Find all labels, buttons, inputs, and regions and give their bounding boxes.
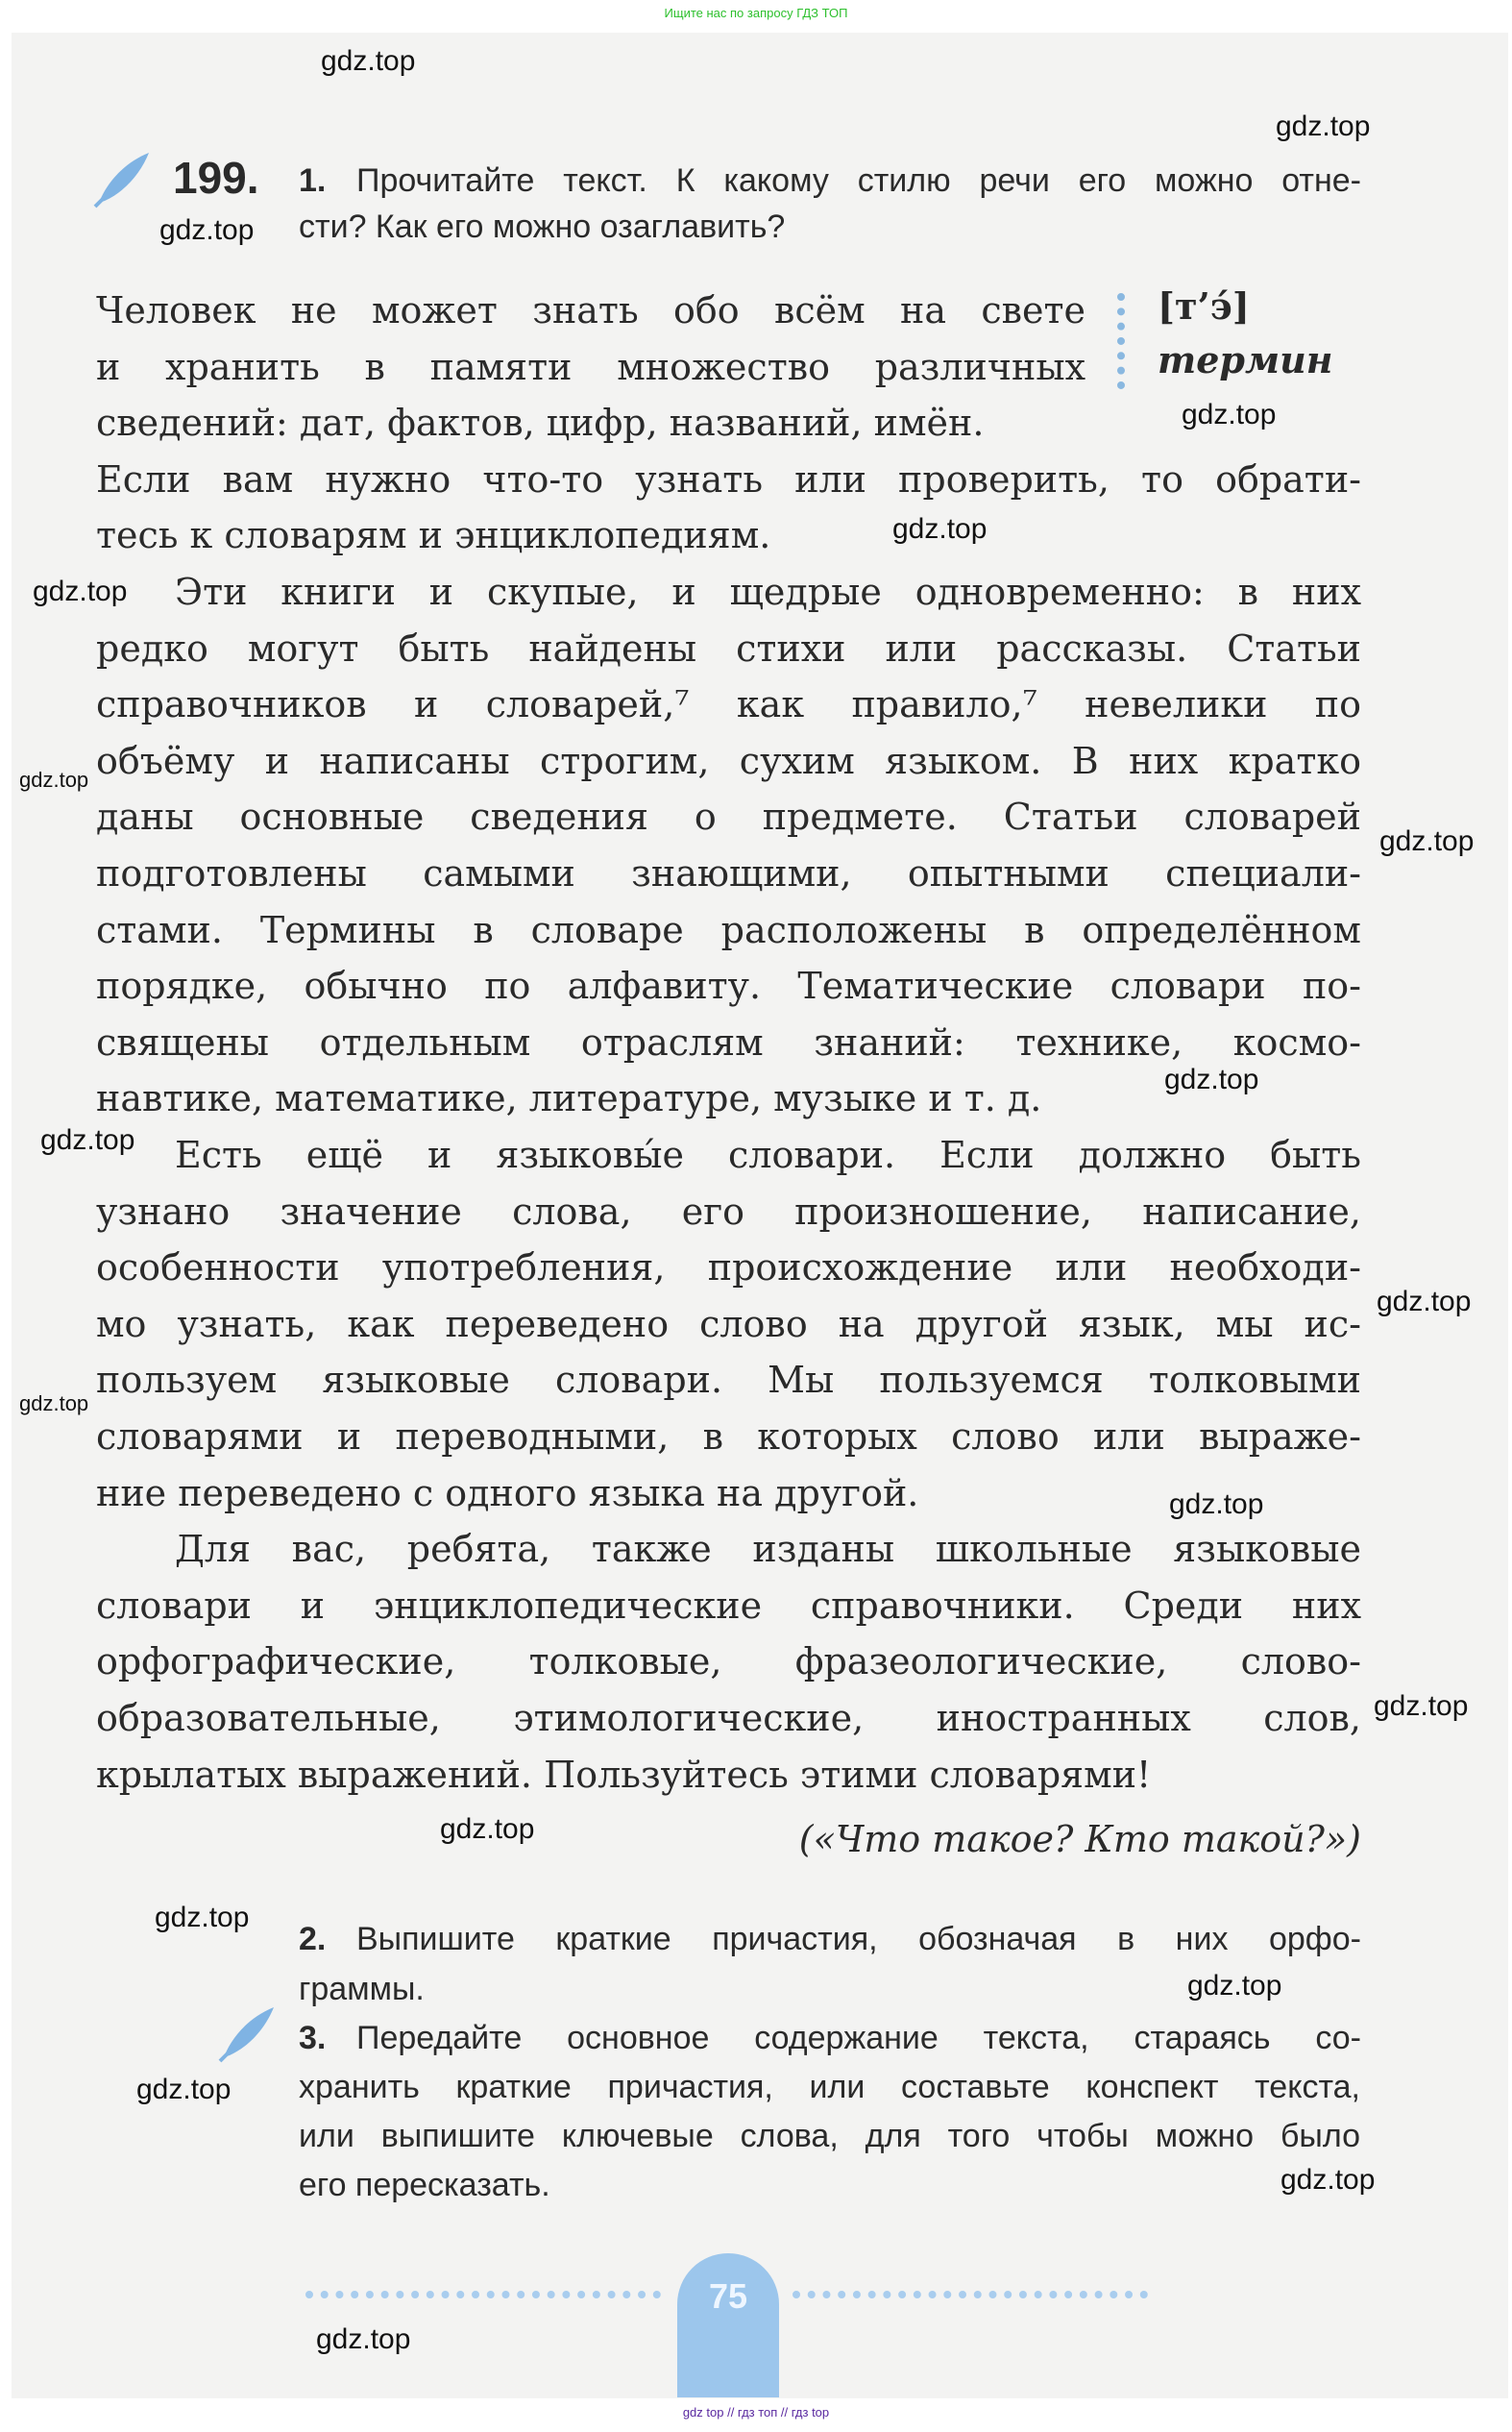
watermark: gdz.top [1164,1064,1259,1095]
task3-line: хранить краткие причастия, или составьте конспект текста, [299,2069,1360,2105]
watermark: gdz.top [159,214,255,246]
margin-dotted-divider [1117,293,1133,389]
text-line: и хранить в памяти множество различных [96,345,1085,388]
watermark: gdz.top [1379,825,1475,857]
text-source: («Что такое? Кто такой?») [798,1818,1361,1860]
text-line: Есть ещё и языковы́е словари. Если должно быть [175,1134,1361,1176]
text-line: словарями и переводными, в которых слово или выраже- [96,1415,1361,1458]
pen-icon [216,2003,280,2063]
watermark: gdz.top [321,45,416,77]
text-line: образовательные, этимологические, иностранных слов, [96,1697,1361,1739]
footer-dotted-line [793,2291,1148,2298]
exercise-number: 199. [173,153,259,203]
text-line: Если вам нужно что-то узнать или проверить, то обрати- [96,457,1361,501]
task-number: 1. [299,162,327,199]
text-line: Человек не может знать обо всём на свете [96,289,1085,332]
text-line: Эти книги и скупые, и щедрые одновременно: в них [175,571,1361,613]
top-banner[interactable]: Ищите нас по запросу ГДЗ ТОП [664,6,848,20]
task2-line: граммы. [299,1971,425,2007]
text-line: сведений: дат, фактов, цифр, названий, имён. [96,402,985,445]
task-number: 3. [299,2020,327,2056]
task-number: 2. [299,1921,327,1957]
watermark: gdz.top [1182,399,1277,430]
text-line: стами. Термины в словаре расположены в определённом [96,908,1361,951]
task3-line: или выпишите ключевые слова, для того чтобы можно было [299,2118,1360,2154]
watermark: gdz.top [155,1902,250,1933]
text-line: справочников и словарей,⁷ как правило,⁷ невелики по [96,683,1361,726]
task1-line: сти? Как его можно озаглавить? [299,209,786,245]
watermark: gdz.top [1280,2164,1376,2196]
watermark: gdz.top [1377,1286,1472,1317]
text-line: мо узнать, как переведено слово на другой язык, мы ис- [96,1302,1361,1345]
text-line: пользуем языковые словари. Мы пользуемся толковыми [96,1359,1361,1402]
watermark: gdz.top [316,2323,411,2355]
text-line: объёму и написаны строгим, сухим языком. В них кратко [96,739,1361,782]
margin-note-term: термин [1158,338,1333,381]
pen-icon [91,149,155,209]
watermark: gdz.top [1374,1690,1469,1722]
watermark: gdz.top [19,768,89,792]
watermark: gdz.top [19,1391,89,1415]
page-number: 75 [677,2253,779,2397]
text-line: Для вас, ребята, также изданы школьные языковые [175,1528,1361,1571]
text-line: даны основные сведения о предмете. Статьи словарей [96,796,1361,839]
text-line: подготовлены самыми знающими, опытными специали- [96,852,1361,895]
text-line: особенности употребления, происхождение или необходи- [96,1246,1361,1290]
watermark: gdz.top [33,576,128,607]
bottom-banner[interactable]: gdz top // гдз топ // гдз top [682,2405,830,2420]
text-line: навтике, математике, литературе, музыке и т. д. [96,1077,1042,1120]
exercise-header [173,152,259,209]
task3-line: Передайте основное содержание текста, стараясь со- [356,2020,1361,2056]
task2-line: Выпишите краткие причастия, обозначая в них орфо- [356,1921,1361,1957]
task3-number [299,2014,326,2062]
task1-line: Прочитайте текст. К какому стилю речи его можно отне- [356,162,1361,199]
text-line: узнано значение слова, его произношение, написание, [96,1190,1361,1233]
footer-dotted-line [305,2291,661,2298]
text-line: крылатых выражений. Пользуйтесь этими словарями! [96,1753,1152,1796]
margin-note-pronunciation: [т’э́] [1158,284,1250,328]
text-line: редко могут быть найдены стихи или рассказы. Статьи [96,626,1361,670]
text-line: порядке, обычно по алфавиту. Тематические словари по- [96,965,1361,1008]
text-line: орфографические, толковые, фразеологические, слово- [96,1640,1361,1683]
task1-number [299,157,326,205]
watermark: gdz.top [1169,1488,1264,1520]
watermark: gdz.top [40,1124,135,1156]
watermark: gdz.top [1187,1970,1282,2002]
watermark: gdz.top [1276,111,1371,142]
watermark: gdz.top [440,1813,535,1845]
task3-line: его пересказать. [299,2167,550,2203]
task2-number [299,1915,326,1963]
text-line: ние переведено с одного языка на другой. [96,1471,919,1514]
text-line: священы отдельным отраслям знаний: технике, космо- [96,1020,1361,1064]
watermark: gdz.top [136,2074,232,2105]
watermark: gdz.top [892,513,988,545]
text-line: словари и энциклопедические справочники. Среди них [96,1584,1361,1627]
text-line: тесь к словарям и энциклопедиям. [96,514,771,557]
